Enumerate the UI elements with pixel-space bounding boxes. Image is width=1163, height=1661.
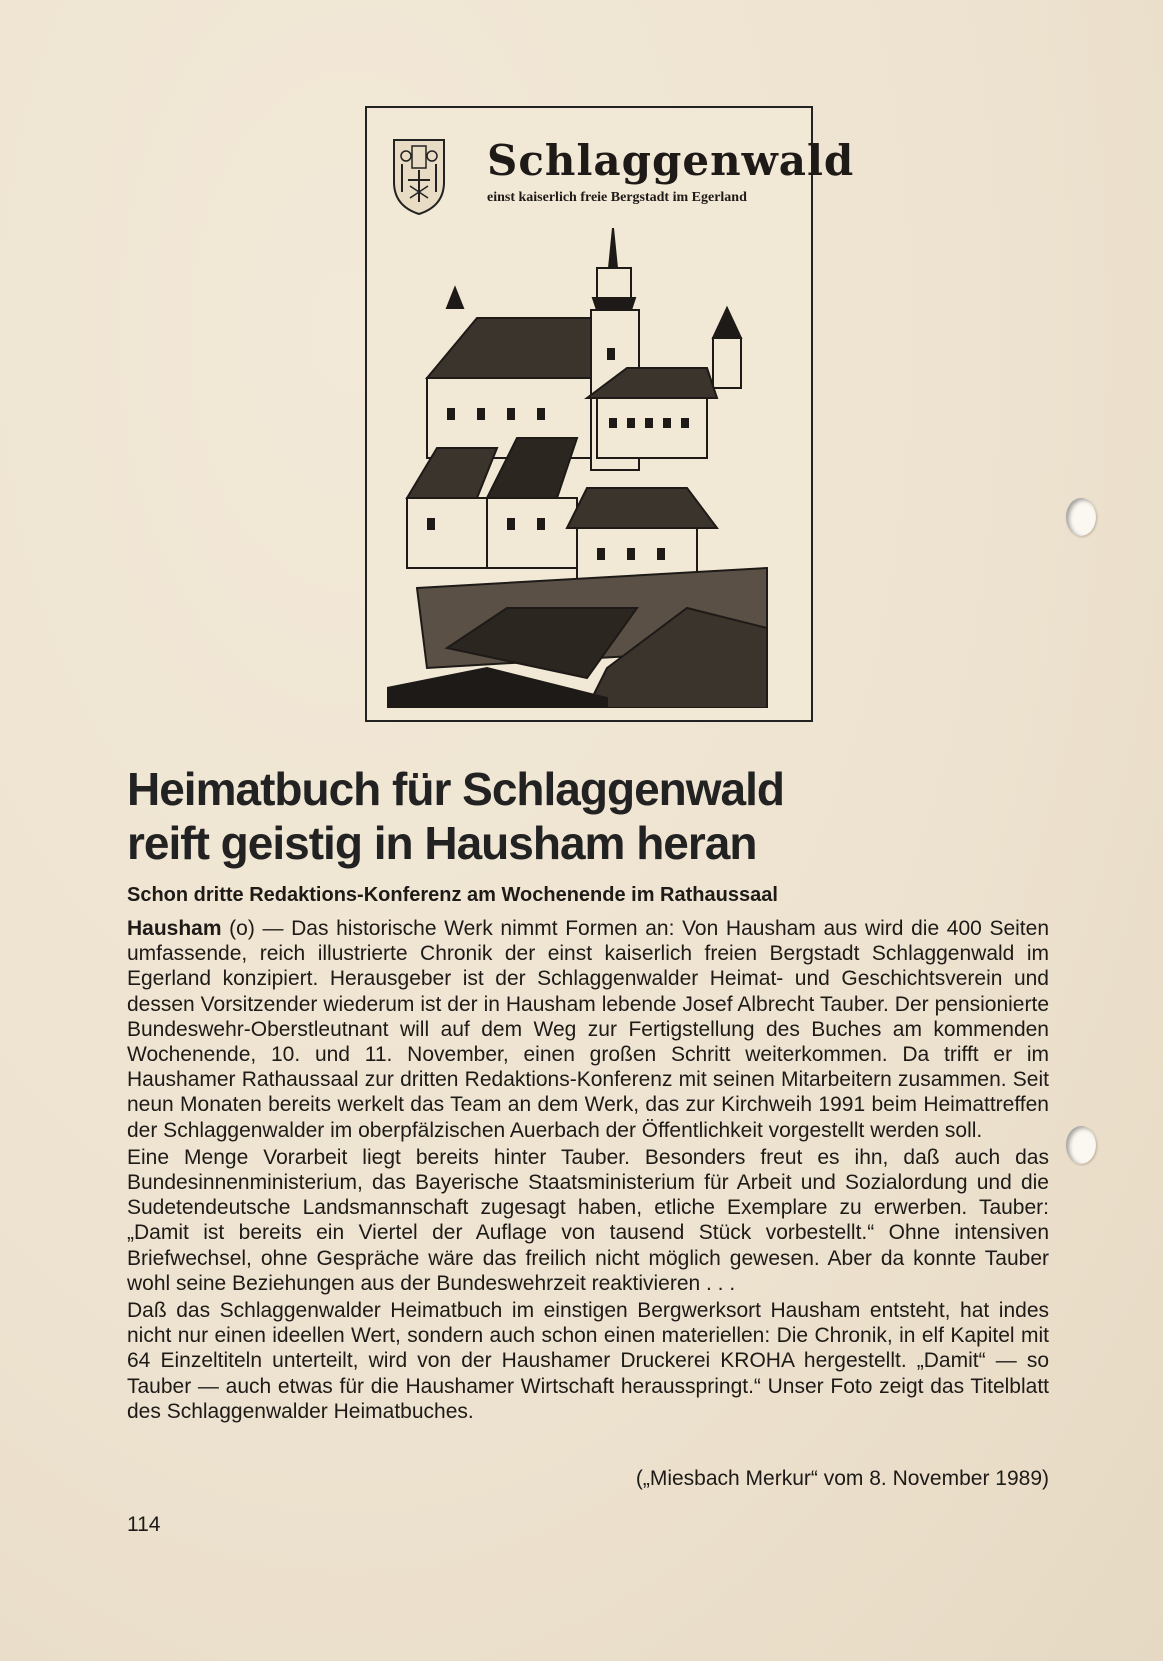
page-number: 114	[127, 1513, 161, 1536]
dateline: Hausham	[127, 917, 222, 940]
article-body	[127, 916, 1049, 1426]
image-title: Schlaggenwald	[487, 136, 855, 185]
paragraph-1-text: (o) — Das historische Werk nimmt Formen an: Von Hausham aus wird die 400 Seiten umfassende, reich illustrierte Chronik der einst kaiserlich freien Bergstadt Schlaggenwald im Egerland konzipiert. Herausgeber ist der Schlaggenwalder Heimat- und Geschichtsverein und dessen Vorsitzender wiederum ist der in Hausham lebende Josef Albrecht Tauber. Der pensionierte Bundeswehr-Oberstleutnant will auf dem Weg zur Fertigstellung des Buches am kommenden Wochenende, 10. und 11. November, einen großen Schritt weiterkommen. Da trifft er im Haushamer Rathaussaal zur dritten Redaktions-Konferenz mit seinen Mitarbeitern zusammen. Seit neun Monaten bereits werkelt das Team an dem Werk, das zur Kirchweih 1991 beim Heimattreffen der Schlaggenwalder im oberpfälzischen Auerbach der Öffentlichkeit vorgestellt werden soll.	[127, 917, 1049, 1142]
article-paragraph: Daß das Schlaggenwalder Heimatbuch im einstigen Bergwerksort Hausham entsteht, hat indes nicht nur einen ideellen Wert, sondern auch schon einen materiellen: Die Chronik, in elf Kapitel mit 64 Einzeltiteln unterteilt, wird von der Haushamer Druckerei KROHA hergestellt. „Damit“ — so Tauber — auch etwas für die Haushamer Wirtschaft herausspringt.“ Unser Foto zeigt das Titelblatt des Schlaggenwalder Heimatbuches.	[127, 1299, 1049, 1423]
article-paragraph	[127, 916, 1049, 1143]
coat-of-arms-icon	[392, 136, 446, 216]
article-subheadline: Schon dritte Redaktions-Konferenz am Wochenende im Rathaussaal	[127, 884, 778, 906]
headline-line-1: Heimatbuch für Schlaggenwald	[127, 763, 784, 815]
source-citation: („Miesbach Merkur“ vom 8. November 1989)	[635, 1467, 1049, 1490]
headline-line-2: reift geistig in Hausham heran	[127, 817, 757, 869]
article-headline	[127, 762, 784, 870]
image-subtitle: einst kaiserlich freie Bergstadt im Egerland	[487, 190, 747, 205]
punch-hole-bottom	[1066, 1126, 1096, 1164]
town-illustration	[387, 228, 791, 708]
punch-hole-top	[1066, 498, 1096, 536]
title-page-image	[365, 106, 855, 722]
article-paragraph: Eine Menge Vorarbeit liegt bereits hinter Tauber. Besonders freut es ihn, daß auch das Bundesinnenministerium, das Bayerische Staatsministerium für Arbeit und Sozialordung und die Sudetendeutsche Landsmannschaft zugesagt haben, etliche Exemplare zu erwerben. Tauber: „Damit ist bereits ein Viertel der Auflage von tausend Stück vorbestellt.“ Ohne intensiven Briefwechsel, ohne Gespräche wäre das freilich nicht möglich gewesen. Aber da konnte Tauber wohl seine Beziehungen aus der Bundeswehrzeit reaktivieren . . .	[127, 1145, 1049, 1295]
